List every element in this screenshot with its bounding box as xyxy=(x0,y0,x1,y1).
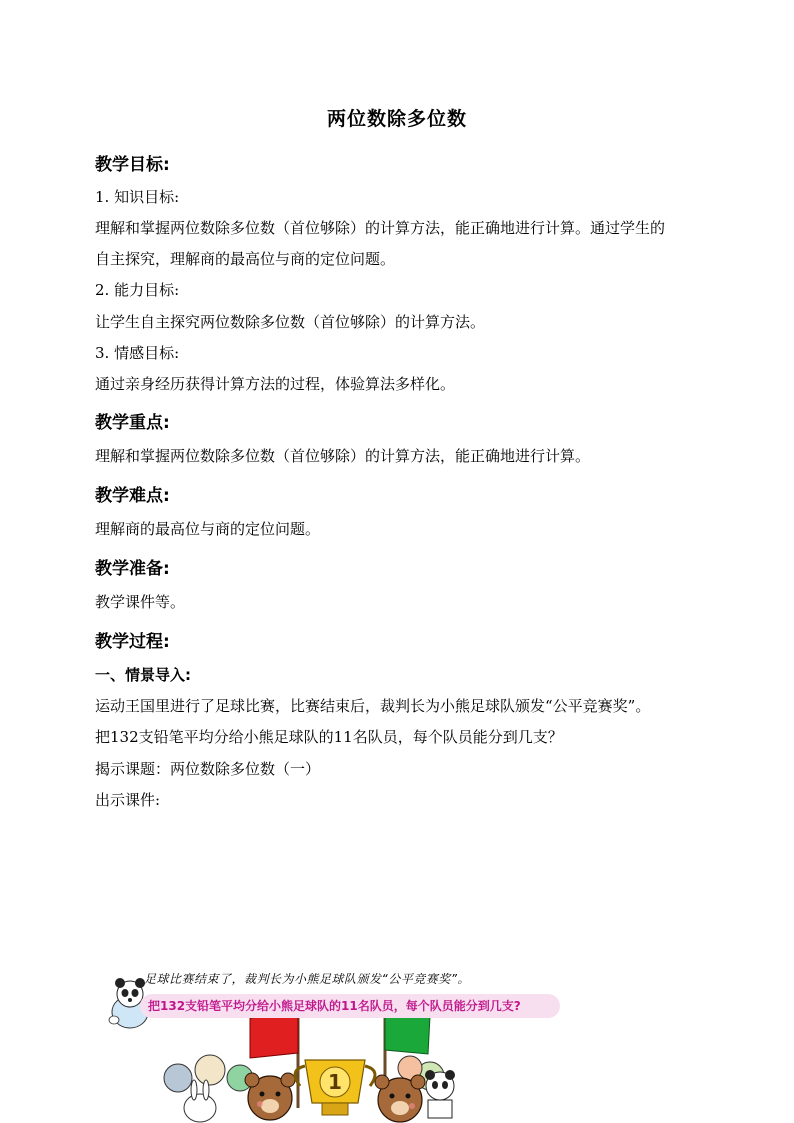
prep-heading: 教学准备: xyxy=(95,559,170,579)
key-text: 理解和掌握两位数除多位数（首位够除）的计算方法，能正确地进行计算。 xyxy=(95,447,591,465)
goal3-label: 3. 情感目标: xyxy=(95,344,180,362)
show-text: 出示课件: xyxy=(95,791,161,809)
prep-text: 教学课件等。 xyxy=(95,593,186,611)
bear-player-icon xyxy=(245,1073,295,1120)
page-title: 两位数除多位数 xyxy=(326,108,467,130)
goal2-label: 2. 能力目标: xyxy=(95,281,180,299)
trophy-number: 1 xyxy=(328,1070,342,1094)
goal2-text: 让学生自主探究两位数除多位数（首位够除）的计算方法。 xyxy=(95,313,486,331)
goals-heading: 教学目标: xyxy=(95,155,170,175)
process-heading: 教学过程: xyxy=(95,632,170,652)
difficulty-text: 理解商的最高位与商的定位问题。 xyxy=(95,520,321,538)
goal3-text: 通过亲身经历获得计算方法的过程，体验算法多样化。 xyxy=(95,375,456,393)
reveal-text: 揭示课题：两位数除多位数（一） xyxy=(95,760,321,778)
intro-line2: 把132支铅笔平均分给小熊足球队的11名队员，每个队员能分到几支？ xyxy=(95,728,563,746)
intro-heading: 一、情景导入: xyxy=(95,666,191,684)
goal1-label: 1. 知识目标: xyxy=(95,188,180,206)
intro-line1: 运动王国里进行了足球比赛，比赛结束后，裁判长为小熊足球队颁发“公平竞赛奖”。 xyxy=(95,697,651,715)
illustration-caption-2: 把132支铅笔平均分给小熊足球队的11名队员，每个队员能分到几支? xyxy=(140,994,560,1018)
panda-player-icon xyxy=(425,1070,455,1118)
bear-player-icon xyxy=(375,1075,425,1122)
difficulty-heading: 教学难点: xyxy=(95,486,170,506)
goal1-line1: 理解和掌握两位数除多位数（首位够除）的计算方法，能正确地进行计算。通过学生的 xyxy=(95,219,666,237)
trophy-icon xyxy=(295,1060,375,1115)
goal1-line2: 自主探究，理解商的最高位与商的定位问题。 xyxy=(95,250,396,268)
courseware-illustration xyxy=(100,958,570,1123)
illustration-caption-1: 足球比赛结束了，裁判长为小熊足球队颁发“公平竞赛奖”。 xyxy=(144,972,470,986)
key-heading: 教学重点: xyxy=(95,413,170,433)
